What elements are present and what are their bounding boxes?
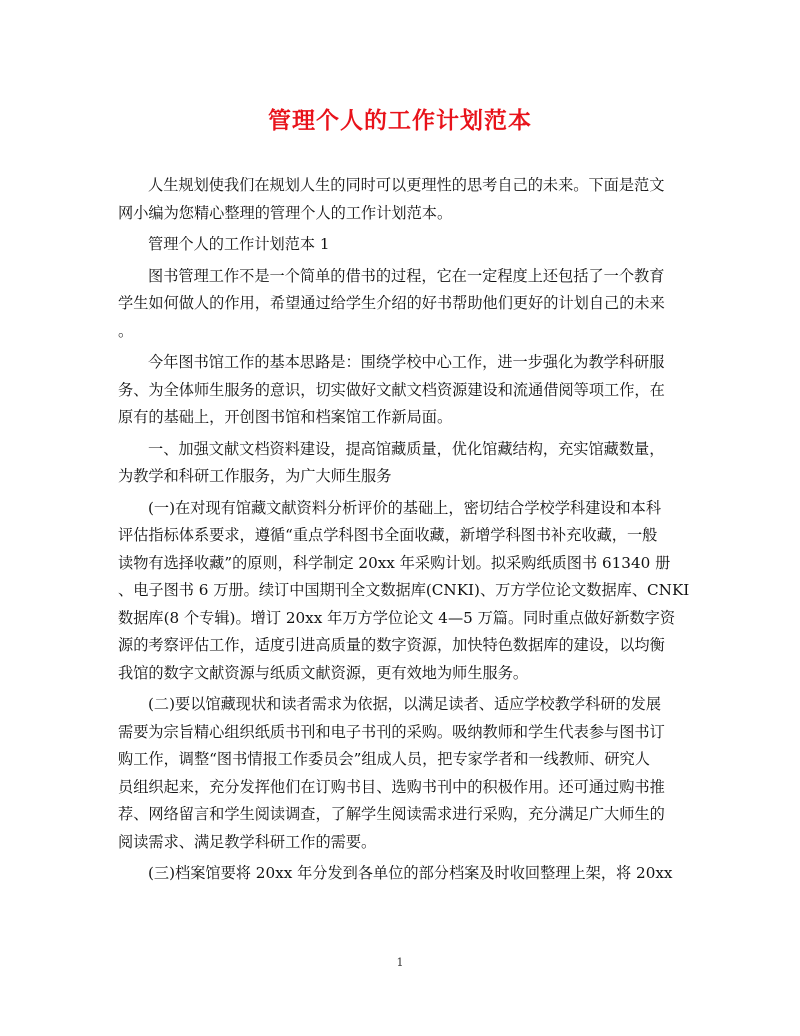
text-line: 务、为全体师生服务的意识，切实做好文献文档资源建设和流通借阅等项工作，在	[118, 380, 665, 399]
paragraph-basic-ideas	[118, 349, 684, 432]
page-number: 1	[396, 956, 404, 969]
paragraph-item-three	[118, 860, 684, 888]
text-line: (一)在对现有馆藏文献资料分析评价的基础上，密切结合学校学科建设和本科	[148, 498, 662, 517]
paragraph-library-work	[118, 263, 684, 346]
paragraph-section-heading	[118, 231, 684, 259]
text-line: 。	[118, 321, 134, 340]
section-heading: 管理个人的工作计划范本 1	[148, 235, 330, 253]
page-title: 管理个人的工作计划范本	[268, 107, 532, 134]
text-line: 员组织起来，充分发挥他们在订购书目、选购书刊中的积极作用。还可通过购书推	[118, 777, 665, 796]
paragraph-item-two	[118, 691, 684, 856]
text-line: 今年图书馆工作的基本思路是：围绕学校中心工作，进一步强化为教学科研服	[148, 353, 665, 371]
text-line: 我馆的数字文献资源与纸质文献资源，更有效地为师生服务。	[118, 663, 529, 682]
text-line: 荐、网络留言和学生阅读调查，了解学生阅读需求进行采购，充分满足广大师生的	[118, 805, 665, 823]
text-line: 需要为宗旨精心组织纸质书刊和电子书刊的采购。吸纳教师和学生代表参与图书订	[118, 722, 665, 741]
text-line: 一、加强文献文档资料建设，提高馆藏质量，优化馆藏结构，充实馆藏数量，	[148, 439, 665, 458]
text-line: 、电子图书 6 万册。续订中国期刊全文数据库(CNKI)、万方学位论文数据库、CNKI	[118, 581, 690, 599]
text-line: 网小编为您精心整理的管理个人的工作计划范本。	[118, 203, 453, 222]
text-line: 阅读需求、满足教学科研工作的需要。	[118, 832, 377, 851]
paragraph-section-one	[118, 436, 684, 491]
text-line: 学生如何做人的作用，希望通过给学生介绍的好书帮助他们更好的计划自己的未来	[118, 294, 665, 312]
text-line: 数据库(8 个专辑)。增订 20xx 年万方学位论文 4—5 万篇。同时重点做好新数字资	[118, 608, 676, 627]
text-line: 读物有选择收藏”的原则，科学制定 20xx 年采购计划。拟采购纸质图书 61340 册	[118, 553, 671, 572]
document-body	[118, 172, 690, 888]
text-line: 购工作，调整“图书情报工作委员会”组成人员，把专家学者和一线教师、研究人	[118, 750, 650, 768]
text-line: 原有的基础上，开创图书馆和档案馆工作新局面。	[118, 408, 453, 426]
paragraph-intro	[118, 172, 684, 227]
text-line: 为教学和科研工作服务，为广大师生服务	[118, 467, 392, 485]
text-line: (二)要以馆藏现状和读者需求为依据，以满足读者、适应学校教学科研的发展	[148, 695, 662, 713]
text-line: 源的考察评估工作，适度引进高质量的数字资源，加快特色数据库的建设，以均衡	[118, 636, 665, 654]
text-line: 人生规划使我们在规划人生的同时可以更理性的思考自己的未来。下面是范文	[148, 176, 665, 194]
paragraph-item-one	[118, 495, 690, 688]
text-line: 图书管理工作不是一个简单的借书的过程，它在一定程度上还包括了一个教育	[148, 266, 665, 285]
text-line: 评估指标体系要求，遵循“重点学科图书全面收藏，新增学科图书补充收藏，一般	[118, 526, 658, 544]
text-line: (三)档案馆要将 20xx 年分发到各单位的部分档案及时收回整理上架，将 20xx	[148, 864, 673, 882]
